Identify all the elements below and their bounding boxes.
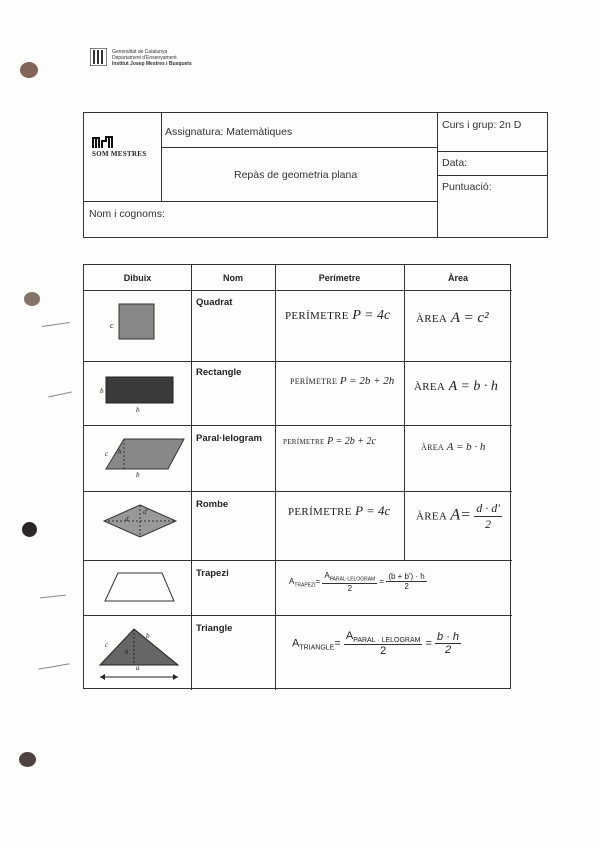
letterhead-line1: Generalitat de Catalunya xyxy=(112,49,168,55)
col-header-name: Nom xyxy=(223,272,243,283)
trapezoid-drawing xyxy=(102,570,178,609)
triangle-height-label: h xyxy=(125,648,129,656)
pencil-mark xyxy=(40,595,66,599)
parallelogram-area: ÀREA A = b · h xyxy=(421,441,486,453)
triangle-base-label: a xyxy=(136,664,140,672)
trapezoid-area-formula: $A_{TRAPEZI}=$ $\frac{A_{PARAL\cdot LELOGRAM}}{2}$ = $\frac{(b + b') \cdot h}{2}$ xyxy=(289,571,425,593)
geometry-table xyxy=(83,264,511,689)
parallelogram-perimeter: PERÍMETRE P = 2b + 2c xyxy=(283,436,376,447)
school-logo-text: SOM MESTRES xyxy=(92,150,147,158)
rectangle-perimeter: PERÍMETRE P = 2b + 2h xyxy=(290,375,395,387)
parallelogram-height-label: h xyxy=(118,448,122,456)
parallelogram-base-label: b xyxy=(136,471,140,479)
paper-stain xyxy=(19,752,36,767)
date-label: Data: xyxy=(442,157,468,169)
topic-title: Repàs de geometria plana xyxy=(234,169,358,181)
row-name-rhombus: Rombe xyxy=(196,499,229,510)
paper-stain xyxy=(22,522,37,537)
gencat-logo-icon xyxy=(90,48,107,66)
row-name-triangle: Triangle xyxy=(196,623,233,634)
triangle-drawing xyxy=(94,623,184,690)
rectangle-base-label: b xyxy=(136,406,140,414)
col-header-perimeter: Perímetre xyxy=(318,272,361,283)
col-header-area: Àrea xyxy=(447,272,468,283)
square-area: ÀREA A = c² xyxy=(416,310,489,326)
paper-stain xyxy=(20,62,38,78)
name-label: Nom i cognoms: xyxy=(89,208,165,220)
pencil-mark xyxy=(42,322,70,327)
course-label: Curs i grup: 2n D xyxy=(442,119,522,131)
triangle-side-c-label: c xyxy=(105,641,109,649)
rhombus-diagonal2-label: d' xyxy=(143,508,148,516)
rhombus-area: ÀREA A= $\frac{d \cdot d'}{2}$ xyxy=(416,501,500,531)
parallelogram-drawing xyxy=(102,435,187,480)
letterhead-line2: Departament d'Ensenyament xyxy=(112,55,177,61)
header-box xyxy=(83,112,548,238)
score-label: Puntuació: xyxy=(442,181,492,193)
rectangle-height-label: b xyxy=(100,387,104,395)
subject-label: Assignatura: Matemàtiques xyxy=(165,126,293,138)
letterhead-line3: Institut Josep Mestres i Busquets xyxy=(112,61,192,67)
pencil-mark xyxy=(38,663,70,670)
triangle-area-formula: $A_{TRIANGLE}=$ $\frac{A_{PARAL \cdot LELOGRAM}}{2}$ = $\frac{b \cdot h}{2}$ xyxy=(292,630,460,658)
rectangle-area: ÀREA A = b · h xyxy=(414,379,498,394)
rhombus-diagonal-label: d xyxy=(125,515,129,523)
row-name-trapezoid: Trapezi xyxy=(196,568,229,579)
col-header-drawing: Dibuix xyxy=(123,272,152,283)
row-name-parallelogram: Paral·lelogram xyxy=(196,433,262,444)
square-perimeter: PERÍMETRE P = 4c xyxy=(285,308,391,323)
square-drawing xyxy=(110,302,160,347)
rhombus-perimeter: PERÍMETRE P = 4c xyxy=(288,503,391,518)
parallelogram-side-label: c xyxy=(105,450,109,458)
pencil-mark xyxy=(48,392,72,398)
paper-stain xyxy=(24,292,40,306)
row-name-rectangle: Rectangle xyxy=(196,367,242,378)
rhombus-drawing xyxy=(100,501,180,546)
row-name-quadrat: Quadrat xyxy=(196,297,233,308)
square-side-label: c xyxy=(110,321,114,330)
triangle-side-b-label: b xyxy=(146,632,150,640)
